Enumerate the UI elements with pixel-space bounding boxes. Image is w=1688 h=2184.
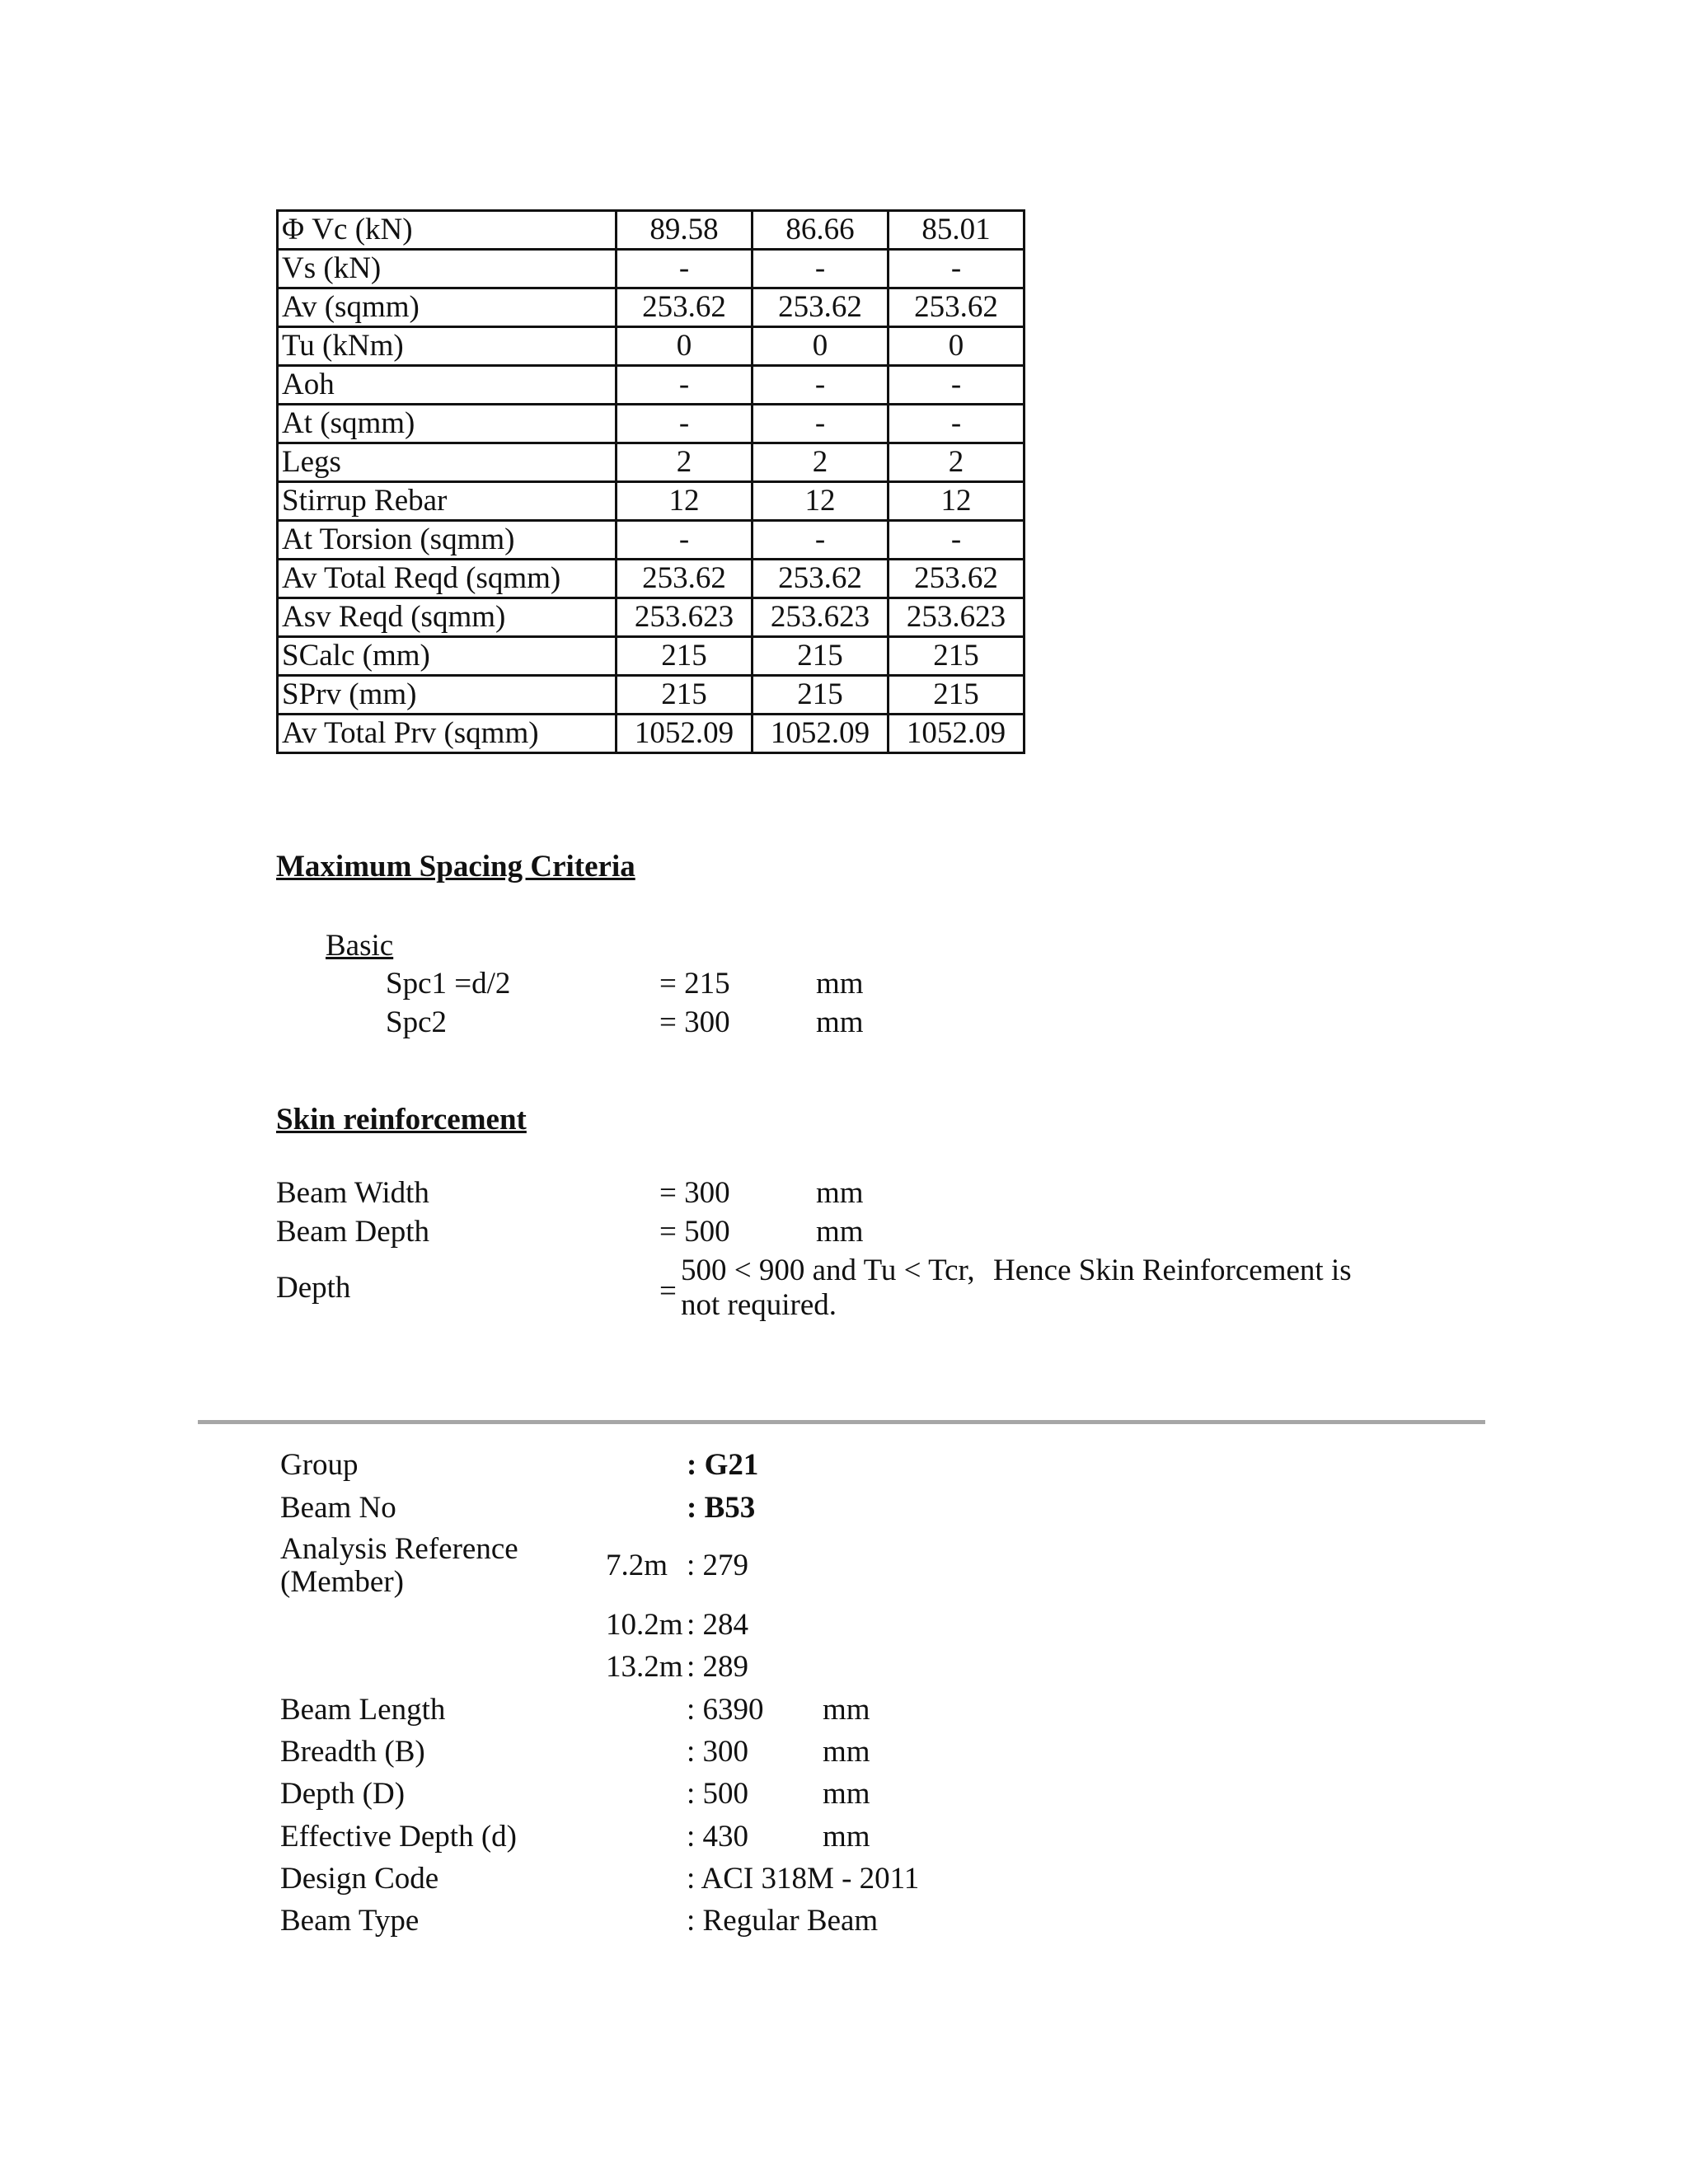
table-row [278, 288, 1025, 327]
section-divider [198, 1420, 1485, 1424]
depth-conclusion: Hence Skin Reinforcement is [993, 1254, 1352, 1287]
row-value: 12 [889, 482, 1025, 521]
row-value: 12 [617, 482, 753, 521]
max-spacing-heading: Maximum Spacing Criteria [276, 850, 635, 883]
spc1-label: Spc1 =d/2 [386, 967, 511, 1001]
row-value: 86.66 [753, 211, 889, 250]
analysis-ref-value: : 289 [687, 1650, 749, 1684]
beam-width-label: Beam Width [276, 1176, 429, 1210]
spc1-unit: mm [816, 967, 864, 1001]
spc2-unit: mm [816, 1005, 864, 1039]
row-value: 215 [889, 637, 1025, 676]
depth-d-unit: mm [823, 1777, 870, 1811]
row-value: 1052.09 [889, 715, 1025, 753]
effective-depth-label: Effective Depth (d) [280, 1820, 517, 1854]
effective-depth-value: : 430 [687, 1820, 749, 1854]
row-value: 0 [889, 327, 1025, 366]
analysis-ref-level: 13.2m [606, 1650, 683, 1684]
row-value: - [889, 366, 1025, 405]
table-row [278, 482, 1025, 521]
row-value: 1052.09 [753, 715, 889, 753]
design-code-value: : ACI 318M - 2011 [687, 1862, 920, 1896]
breadth-value: : 300 [687, 1735, 749, 1769]
spc1-value: = 215 [659, 967, 730, 1001]
table-row [278, 250, 1025, 288]
row-value: 1052.09 [617, 715, 753, 753]
row-value: - [753, 521, 889, 560]
row-value: 89.58 [617, 211, 753, 250]
beam-no-label: Beam No [280, 1491, 396, 1525]
row-value: 253.623 [617, 598, 753, 637]
effective-depth-unit: mm [823, 1820, 870, 1854]
row-label: Aoh [278, 366, 617, 405]
row-label: Legs [278, 443, 617, 482]
analysis-ref-level: 7.2m [606, 1549, 668, 1582]
breadth-unit: mm [823, 1735, 870, 1769]
analysis-ref-level: 10.2m [606, 1608, 683, 1642]
row-label: Stirrup Rebar [278, 482, 617, 521]
row-value: 0 [617, 327, 753, 366]
group-label: Group [280, 1448, 359, 1482]
row-value: 253.62 [617, 288, 753, 327]
beam-width-unit: mm [816, 1176, 864, 1210]
table-row [278, 637, 1025, 676]
row-value: 215 [889, 676, 1025, 715]
row-value: 215 [753, 637, 889, 676]
row-value: - [617, 521, 753, 560]
basic-subheading: Basic [326, 929, 394, 963]
beam-width-value: = 300 [659, 1176, 730, 1210]
beam-depth-label: Beam Depth [276, 1215, 429, 1249]
spc2-value: = 300 [659, 1005, 730, 1039]
beam-length-unit: mm [823, 1693, 870, 1727]
row-value: 12 [753, 482, 889, 521]
row-value: 2 [889, 443, 1025, 482]
row-value: 253.62 [889, 560, 1025, 598]
table-row [278, 598, 1025, 637]
row-label: Asv Reqd (sqmm) [278, 598, 617, 637]
row-label: At (sqmm) [278, 405, 617, 443]
beam-depth-value: = 500 [659, 1215, 730, 1249]
analysis-ref-value: : 279 [687, 1549, 749, 1582]
row-value: - [889, 521, 1025, 560]
row-value: - [753, 366, 889, 405]
row-value: 253.62 [889, 288, 1025, 327]
depth-d-label: Depth (D) [280, 1777, 406, 1811]
row-value: 253.62 [753, 560, 889, 598]
row-label: Φ Vc (kN) [278, 211, 617, 250]
beam-length-value: : 6390 [687, 1693, 764, 1727]
analysis-ref-label-member: (Member) [280, 1565, 404, 1599]
row-label: Av (sqmm) [278, 288, 617, 327]
table-row [278, 405, 1025, 443]
row-value: 215 [617, 637, 753, 676]
skin-heading: Skin reinforcement [276, 1103, 527, 1137]
table-row [278, 715, 1025, 753]
row-label: Av Total Reqd (sqmm) [278, 560, 617, 598]
depth-conclusion-cont: not required. [681, 1288, 837, 1322]
spc2-label: Spc2 [386, 1005, 447, 1039]
beam-depth-unit: mm [816, 1215, 864, 1249]
table-row [278, 211, 1025, 250]
table-row [278, 560, 1025, 598]
row-value: 253.62 [753, 288, 889, 327]
row-value: 215 [617, 676, 753, 715]
row-value: - [753, 405, 889, 443]
row-label: At Torsion (sqmm) [278, 521, 617, 560]
row-label: Vs (kN) [278, 250, 617, 288]
row-label: Tu (kNm) [278, 327, 617, 366]
table-row [278, 521, 1025, 560]
depth-equals: = [659, 1274, 677, 1308]
analysis-ref-value: : 284 [687, 1608, 749, 1642]
group-value: : G21 [687, 1448, 759, 1482]
beam-type-label: Beam Type [280, 1904, 420, 1938]
depth-condition: 500 < 900 and Tu < Tcr, [681, 1254, 975, 1287]
table-row [278, 676, 1025, 715]
row-value: 253.62 [617, 560, 753, 598]
beam-length-label: Beam Length [280, 1693, 446, 1727]
row-value: 2 [617, 443, 753, 482]
breadth-label: Breadth (B) [280, 1735, 425, 1769]
row-value: - [617, 250, 753, 288]
row-value: 0 [753, 327, 889, 366]
row-value: 2 [753, 443, 889, 482]
row-label: SPrv (mm) [278, 676, 617, 715]
table-row [278, 366, 1025, 405]
depth-d-value: : 500 [687, 1777, 749, 1811]
row-value: 253.623 [889, 598, 1025, 637]
depth-label: Depth [276, 1271, 351, 1305]
row-value: - [889, 405, 1025, 443]
row-value: 253.623 [753, 598, 889, 637]
row-value: - [889, 250, 1025, 288]
row-value: - [617, 366, 753, 405]
table-row [278, 443, 1025, 482]
analysis-ref-label: Analysis Reference [280, 1532, 518, 1566]
beam-no-value: : B53 [687, 1491, 756, 1525]
row-label: Av Total Prv (sqmm) [278, 715, 617, 753]
row-label: SCalc (mm) [278, 637, 617, 676]
design-code-label: Design Code [280, 1862, 439, 1896]
row-value: - [753, 250, 889, 288]
row-value: 215 [753, 676, 889, 715]
row-value: 85.01 [889, 211, 1025, 250]
row-value: - [617, 405, 753, 443]
shear-design-table [276, 209, 1025, 754]
table-row [278, 327, 1025, 366]
beam-type-value: : Regular Beam [687, 1904, 879, 1938]
